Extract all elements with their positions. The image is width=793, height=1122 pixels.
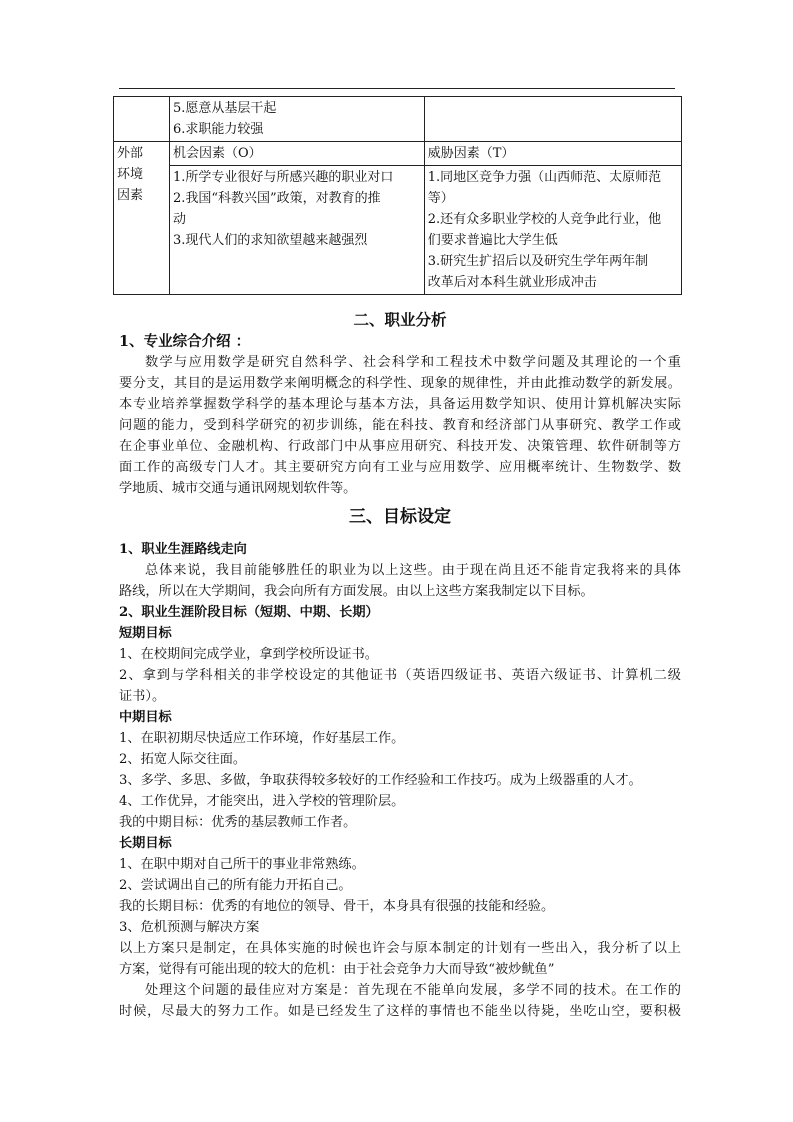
cell-line: 3.研究生扩招后以及研究生学年两年制 <box>427 254 649 269</box>
list-item: 4、工作优异，才能突出，进入学校的管理阶层。 <box>119 794 405 809</box>
section-heading: 二、职业分析 <box>353 310 447 329</box>
list-item: 3、危机预测与解决方案 <box>119 920 260 935</box>
paragraph-line: 本专业培养掌握数学科学的基本理论与基本方法，具备运用数学知识、使用计算机解决实际 <box>119 397 681 412</box>
paragraph-line: 问题的能力，受到科学研究的初步训练，能在科技、教育和经济部门从事研究、教学工作或 <box>119 418 681 433</box>
header-rule <box>119 88 675 89</box>
cell-line: 1.所学专业很好与所感兴趣的职业对口 <box>172 170 394 185</box>
list-item: 我的长期目标：优秀的有地位的领导、骨干，本身具有很强的技能和经验。 <box>119 899 555 914</box>
table-cell-opportunity-head <box>169 142 424 166</box>
list-item: 我的中期目标：优秀的基层教师工作者。 <box>119 815 357 830</box>
paragraph-line: 面工作的高级专门人才。其主要研究方向有工业与应用数学、应用概率统计、生物数学、数 <box>119 460 681 475</box>
cell-line: 们要求普遍比大学生低 <box>427 233 558 248</box>
cell-line: 威胁因素（T） <box>427 146 515 161</box>
paragraph-line: 数学与应用数学是研究自然科学、社会科学和工程技术中数学问题及其理论的一个重 <box>145 355 681 370</box>
section-heading: 三、目标设定 <box>349 507 451 527</box>
list-item: 1、在职初期尽快适应工作环境，作好基层工作。 <box>119 731 405 746</box>
list-item: 1、在校期间完成学业，拿到学校所设证书。 <box>119 647 378 662</box>
subheading: 中期目标 <box>119 710 172 725</box>
subheading: 短期目标 <box>119 626 172 641</box>
cell-line: 2.还有众多职业学校的人竞争此行业，他 <box>427 212 662 227</box>
cell-line: 改革后对本科生就业形成冲击 <box>427 275 597 290</box>
paragraph-line: 在企事业单位、金融机构、行政部门中从事应用研究、科技开发、决策管理、软件研制等方 <box>119 439 681 454</box>
cell-line: 动 <box>172 212 186 227</box>
table-cell-threat-head <box>424 142 681 166</box>
paragraph-line: 处理这个问题的最佳应对方案是：首先现在不能单向发展，多学不同的技术。在工作的 <box>145 983 681 998</box>
section3-body <box>119 539 681 1022</box>
paragraph-line: 方案，觉得有可能出现的较大的危机：由于社会竞争力大而导致“被炒鱿鱼” <box>119 962 555 977</box>
list-item: 2、拿到与学科相关的非学校设定的其他证书（英语四级证书、英语六级证书、计算机二级 <box>119 668 681 683</box>
subheading: 1、职业生涯路线走向 <box>119 542 247 557</box>
list-item: 证书）。 <box>119 689 166 704</box>
subheading: 长期目标 <box>119 836 172 851</box>
table-cell-empty <box>114 97 170 142</box>
list-item: 1、在职中期对自己所干的事业非常熟练。 <box>119 857 365 872</box>
paragraph-line: 时候，尽最大的努力工作。如是已经发生了这样的事情也不能坐以待毙，坐吃山空，要积极 <box>119 1004 681 1019</box>
table-cell-strengths <box>169 97 424 142</box>
cell-line: 2.我国“科教兴国”政策，对教育的推 <box>172 191 381 206</box>
table-cell-threats <box>424 166 681 295</box>
swot-table <box>113 96 682 295</box>
subheading: 1、专业综合介绍 ： <box>119 333 251 350</box>
table-row <box>114 166 682 295</box>
subheading: 2、职业生涯阶段目标（短期、中期、长期） <box>119 605 379 620</box>
cell-line: 3.现代人们的求知欲望越来越强烈 <box>172 233 368 248</box>
table-cell-opportunities <box>169 166 424 295</box>
cell-line: 等） <box>427 191 454 206</box>
paragraph-line: 学地质、城市交通与通讯网规划软件等。 <box>119 481 357 496</box>
paragraph-line: 以上方案只是制定，在具体实施的时候也许会与原本制定的计划有一些出入，我分析了以上 <box>119 941 681 956</box>
section2-body <box>119 331 681 499</box>
table-cell-empty <box>424 97 681 142</box>
table-cell-external-label <box>114 142 170 295</box>
list-item: 2、拓宽人际交往面。 <box>119 752 247 767</box>
cell-line: 因素 <box>117 188 144 203</box>
table-row <box>114 142 682 166</box>
paragraph-line: 总体来说，我目前能够胜任的职业为以上这些。由于现在尚且还不能肯定我将来的具体 <box>145 563 681 578</box>
list-item: 2、尝试调出自己的所有能力开拓自己。 <box>119 878 352 893</box>
table-row <box>114 97 682 142</box>
paragraph-line: 路线，所以在大学期间，我会向所有方面发展。由以上这些方案我制定以下目标。 <box>119 584 594 599</box>
cell-line: 外部 <box>117 146 144 161</box>
cell-line: 环境 <box>117 167 144 182</box>
cell-line: 机会因素（O） <box>172 146 262 161</box>
list-item: 3、多学、多思、多做，争取获得较多较好的工作经验和工作技巧。成为上级器重的人才。 <box>119 773 642 788</box>
cell-line: 5.愿意从基层干起 <box>172 101 277 116</box>
cell-line: 6.求职能力较强 <box>172 122 264 137</box>
cell-line: 1.同地区竞争力强（山西师范、太原师范 <box>427 170 662 185</box>
paragraph-line: 要分支，其目的是运用数学来阐明概念的科学性、现象的规律性，并由此推动数学的新发展。 <box>119 376 681 391</box>
